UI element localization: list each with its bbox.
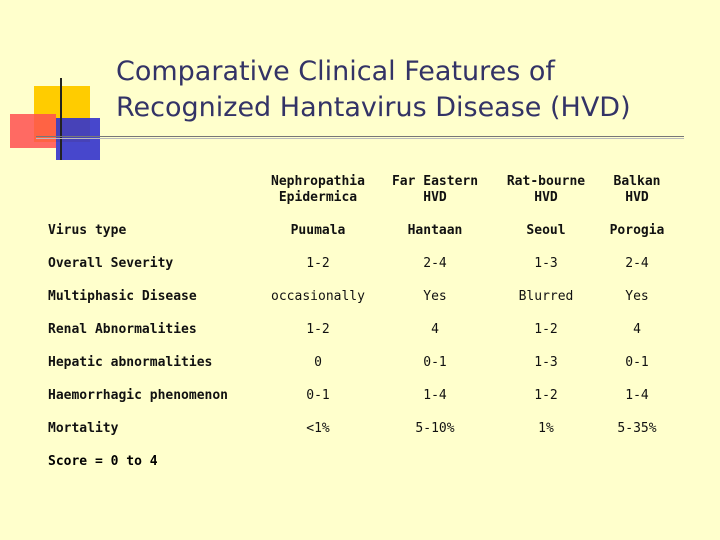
row-label: Multiphasic Disease [48, 289, 197, 304]
table-cell: 0-1 [423, 355, 447, 370]
table-cell: 1-2 [306, 256, 330, 271]
table-cell: 0-1 [306, 388, 330, 403]
table-cell: 0 [314, 355, 322, 370]
table-row [0, 223, 720, 243]
table-row [0, 322, 720, 342]
score-footnote: Score = 0 to 4 [48, 454, 158, 469]
row-label: Virus type [48, 223, 127, 238]
column-header-line-1: Nephropathia [271, 174, 365, 189]
table-cell: Puumala [290, 223, 346, 238]
table-row [0, 421, 720, 441]
table-cell: 1-2 [534, 388, 558, 403]
table-cell: 2-4 [625, 256, 649, 271]
table-cell: 1% [538, 421, 554, 436]
decor-blue-square [56, 118, 100, 160]
table-cell: <1% [306, 421, 330, 436]
table-cell: 1-2 [306, 322, 330, 337]
table-cell: 2-4 [423, 256, 447, 271]
column-header-line-1: Far Eastern [391, 174, 479, 189]
table-cell: Yes [423, 289, 447, 304]
table-row [0, 355, 720, 375]
column-header-line-2: Epidermica [278, 190, 358, 205]
table-cell: 4 [633, 322, 641, 337]
table-cell: 1-3 [534, 355, 558, 370]
column-header-nephropathia [258, 174, 378, 206]
decor-vertical-line [60, 78, 62, 160]
table-cell: 4 [431, 322, 439, 337]
table-cell: 1-4 [625, 388, 649, 403]
row-label: Haemorrhagic phenomenon [48, 388, 229, 403]
column-header-line-2: HVD [423, 190, 447, 205]
table-cell: 0-1 [625, 355, 649, 370]
row-label: Renal Abnormalities [48, 322, 197, 337]
table-row [0, 388, 720, 408]
table-cell: Porogia [609, 223, 665, 238]
row-label: Mortality [48, 421, 119, 436]
table-header [0, 174, 720, 210]
decor-red-square [10, 114, 56, 148]
row-label: Overall Severity [48, 256, 174, 271]
column-header-line-1: Balkan [613, 174, 661, 189]
table-row [0, 289, 720, 309]
column-header-line-2: HVD [625, 190, 649, 205]
table-row [0, 256, 720, 276]
table-cell: 5-10% [415, 421, 455, 436]
table-cell: 1-3 [534, 256, 558, 271]
slide-title [116, 54, 631, 126]
table-cell: Blurred [518, 289, 574, 304]
table-cell: Hantaan [407, 223, 463, 238]
table-cell: 1-2 [534, 322, 558, 337]
column-header-rat-bourne [494, 174, 598, 206]
table-cell: occasionally [271, 289, 365, 304]
row-label: Hepatic abnormalities [48, 355, 213, 370]
title-divider [36, 136, 684, 137]
column-header-balkan [600, 174, 674, 206]
column-header-far-eastern [380, 174, 490, 206]
table-cell: Yes [625, 289, 649, 304]
slide-title-line-1: Comparative Clinical Features of [116, 56, 555, 87]
table-cell: 5-35% [617, 421, 657, 436]
column-header-line-1: Rat-bourne [506, 174, 586, 189]
title-divider-shadow [36, 138, 684, 139]
table-cell: Seoul [526, 223, 566, 238]
table-cell: 1-4 [423, 388, 447, 403]
slide-title-line-2: Recognized Hantavirus Disease (HVD) [116, 92, 631, 123]
column-header-line-2: HVD [534, 190, 558, 205]
